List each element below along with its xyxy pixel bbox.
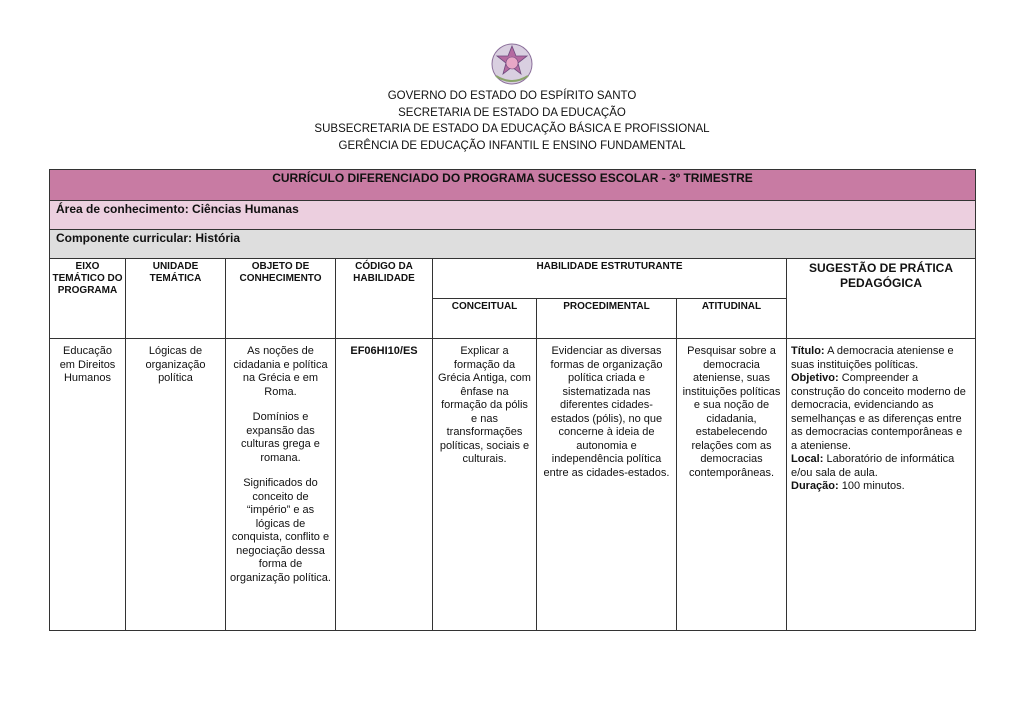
cell-eixo: Educação em Direitos Humanos	[50, 339, 126, 631]
duracao-text: 100 minutos.	[841, 480, 905, 492]
sugestao-local	[791, 453, 971, 480]
objeto-item-3: Significados do conceito de “império” e as lógicas de conquista, conflito e negociação dessa forma de organização política.	[230, 477, 331, 584]
area-conhecimento: Área de conhecimento: Ciências Humanas	[50, 201, 976, 230]
header-eixo: EIXO TEMÁTICO DO PROGRAMA	[50, 259, 126, 339]
cell-codigo: EF06HI10/ES	[336, 339, 433, 631]
sugestao-objetivo	[791, 372, 971, 453]
objeto-item-1: As noções de cidadania e política na Grécia e em Roma.	[233, 345, 328, 398]
local-label: Local:	[791, 453, 824, 465]
header-conceitual: CONCEITUAL	[433, 299, 537, 339]
cell-conceitual: Explicar a formação da Grécia Antiga, com ênfase na formação da pólis e nas transformações políticas, sociais e culturais.	[433, 339, 537, 631]
header-sugestao: SUGESTÃO DE PRÁTICA PEDAGÓGICA	[787, 259, 976, 339]
sugestao-titulo	[791, 345, 971, 372]
objeto-item-2: Domínios e expansão das culturas grega e romana.	[241, 411, 320, 464]
header-unidade: UNIDADE TEMÁTICA	[126, 259, 226, 339]
header-line-2: SECRETARIA DE ESTADO DA EDUCAÇÃO	[398, 106, 626, 119]
header-codigo: CÓDIGO DA HABILIDADE	[336, 259, 433, 339]
local-text: Laboratório de informática e/ou sala de aula.	[791, 453, 955, 479]
header-procedimental: PROCEDIMENTAL	[537, 299, 677, 339]
titulo-label: Título:	[791, 345, 825, 357]
header-line-4: GERÊNCIA DE EDUCAÇÃO INFANTIL E ENSINO FUNDAMENTAL	[338, 139, 686, 152]
table-row	[50, 339, 976, 631]
objetivo-label: Objetivo:	[791, 372, 839, 384]
state-seal-logo	[490, 42, 534, 86]
page-header	[0, 88, 1024, 154]
cell-unidade: Lógicas de organização política	[126, 339, 226, 631]
header-line-1: GOVERNO DO ESTADO DO ESPÍRITO SANTO	[387, 90, 637, 102]
header-atitudinal: ATITUDINAL	[677, 299, 787, 339]
header-habilidade: HABILIDADE ESTRUTURANTE	[433, 259, 787, 299]
cell-sugestao	[787, 339, 976, 631]
header-line-3: SUBSECRETARIA DE ESTADO DA EDUCAÇÃO BÁSICA E PROFISSIONAL	[314, 123, 710, 135]
titulo-text: A democracia ateniense e suas instituições políticas.	[791, 345, 954, 371]
cell-objeto	[226, 339, 336, 631]
sugestao-duracao	[791, 480, 971, 494]
table-title: CURRÍCULO DIFERENCIADO DO PROGRAMA SUCESSO ESCOLAR - 3º TRIMESTRE	[50, 170, 976, 201]
cell-procedimental: Evidenciar as diversas formas de organização política criada e sistematizada nas diferentes cidades-estados (pólis), no que concerne à ideia de autonomia e independência política entre as cidades-estados.	[537, 339, 677, 631]
cell-atitudinal: Pesquisar sobre a democracia ateniense, suas instituições políticas e sua noção de cidadania, estabelecendo relações com as democracias contemporâneas.	[677, 339, 787, 631]
curriculum-table	[49, 169, 976, 631]
objetivo-text: Compreender a construção do conceito moderno de democracia, evidenciando as semelhanças e as diferenças entre as democracias contemporâneas e a ateniense.	[791, 372, 966, 452]
componente-curricular: Componente curricular: História	[50, 230, 976, 259]
header-objeto: OBJETO DE CONHECIMENTO	[226, 259, 336, 339]
duracao-label: Duração:	[791, 480, 839, 492]
